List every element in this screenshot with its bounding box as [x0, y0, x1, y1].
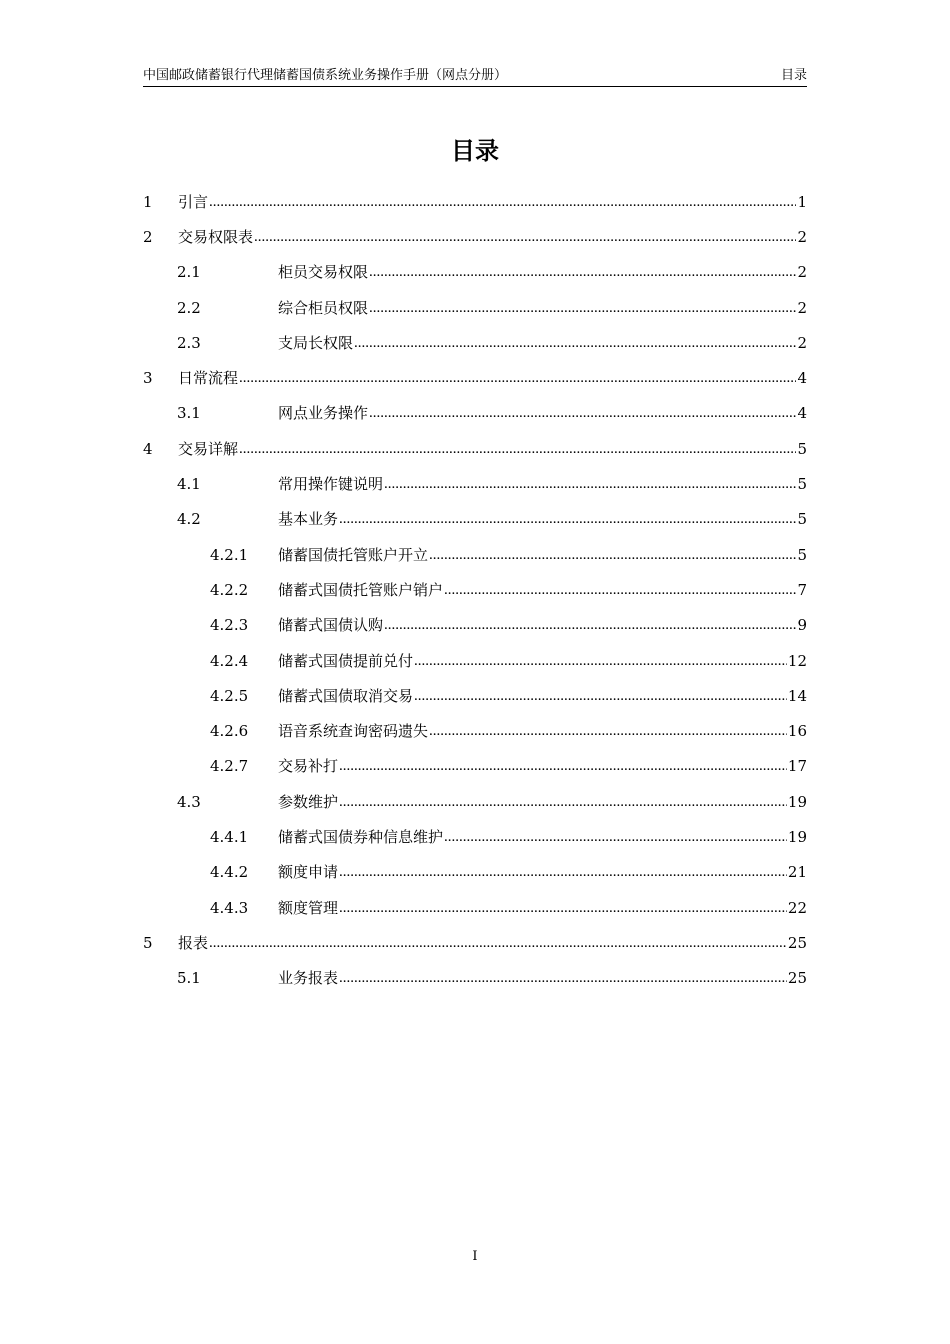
toc-entry-title: 储蓄式国债券种信息维护 [278, 827, 444, 846]
toc-leader-dots [414, 686, 787, 706]
toc-leader-dots [444, 827, 787, 847]
toc-entry-page: 22 [787, 898, 807, 917]
toc-entry-page: 7 [797, 580, 807, 599]
toc-entry-page: 2 [797, 227, 807, 246]
toc-entry-number: 2.1 [177, 263, 201, 282]
toc-entry[interactable] [143, 713, 807, 748]
toc-entry-page: 5 [797, 439, 807, 458]
toc-entry[interactable] [143, 325, 807, 360]
toc-entry[interactable] [143, 290, 807, 325]
toc-entry-page: 4 [797, 404, 807, 423]
toc-leader-dots [339, 898, 787, 918]
toc-entry-page: 4 [797, 369, 807, 388]
toc-entry-page: 19 [787, 827, 807, 846]
toc-entry-title: 支局长权限 [278, 333, 354, 352]
toc-entry-page: 16 [787, 722, 807, 741]
toc-entry[interactable] [143, 643, 807, 678]
toc-entry-number: 5 [143, 933, 153, 952]
toc-entry-number: 2.3 [177, 333, 201, 352]
toc-entry-title: 交易详解 [178, 439, 239, 458]
toc-entry-page: 5 [797, 545, 807, 564]
toc-leader-dots [384, 615, 796, 635]
toc-leader-dots [209, 192, 796, 212]
toc-entry-number: 4.4.1 [210, 827, 249, 846]
table-of-contents [143, 184, 807, 996]
toc-leader-dots [339, 756, 787, 776]
toc-entry-number: 4 [143, 439, 153, 458]
toc-entry-title: 综合柜员权限 [278, 298, 369, 317]
toc-entry-title: 业务报表 [278, 969, 339, 988]
toc-entry-number: 4.2.5 [210, 686, 249, 705]
page-header [143, 66, 807, 87]
toc-entry-title: 储蓄国债托管账户开立 [278, 545, 429, 564]
toc-entry[interactable] [143, 678, 807, 713]
toc-leader-dots [369, 403, 796, 423]
toc-leader-dots [254, 227, 796, 247]
toc-entry-page: 17 [787, 757, 807, 776]
toc-entry-title: 网点业务操作 [278, 404, 369, 423]
toc-leader-dots [339, 509, 796, 529]
toc-entry[interactable] [143, 572, 807, 607]
toc-entry-page: 12 [787, 651, 807, 670]
toc-entry-title: 储蓄式国债认购 [278, 616, 384, 635]
toc-leader-dots [444, 580, 796, 600]
toc-entry-page: 1 [797, 192, 807, 211]
toc-entry[interactable] [143, 925, 807, 960]
toc-entry-number: 4.3 [177, 792, 201, 811]
toc-entry-number: 4.2.7 [210, 757, 249, 776]
toc-entry[interactable] [143, 961, 807, 996]
toc-entry-number: 4.4.2 [210, 863, 249, 882]
header-document-title: 中国邮政储蓄银行代理储蓄国债系统业务操作手册（网点分册） [143, 68, 508, 83]
toc-entry-title: 额度申请 [278, 863, 339, 882]
toc-entry-page: 21 [787, 863, 807, 882]
toc-entry-number: 2 [143, 227, 153, 246]
toc-entry[interactable] [143, 502, 807, 537]
page-number: I [472, 1249, 478, 1264]
toc-leader-dots [429, 721, 787, 741]
toc-entry-page: 25 [787, 933, 807, 952]
toc-entry-title: 基本业务 [278, 510, 339, 529]
toc-entry-number: 1 [143, 192, 153, 211]
toc-entry-title: 储蓄式国债取消交易 [278, 686, 414, 705]
toc-entry[interactable] [143, 890, 807, 925]
toc-leader-dots [354, 333, 796, 353]
toc-entry[interactable] [143, 608, 807, 643]
toc-entry-title: 引言 [178, 192, 209, 211]
toc-entry-page: 25 [787, 969, 807, 988]
toc-entry-number: 4.2.4 [210, 651, 249, 670]
header-section-label: 目录 [780, 68, 807, 83]
toc-entry-title: 额度管理 [278, 898, 339, 917]
toc-entry-page: 9 [797, 616, 807, 635]
toc-entry-title: 常用操作键说明 [278, 475, 384, 494]
toc-entry-title: 储蓄式国债托管账户销户 [278, 580, 444, 599]
toc-leader-dots [369, 262, 796, 282]
toc-entry-page: 5 [797, 510, 807, 529]
toc-entry[interactable] [143, 255, 807, 290]
toc-entry-number: 3 [143, 369, 153, 388]
toc-entry-number: 4.2.3 [210, 616, 249, 635]
toc-entry-title: 柜员交易权限 [278, 263, 369, 282]
toc-leader-dots [384, 474, 796, 494]
toc-entry-number: 4.2.2 [210, 580, 249, 599]
toc-entry[interactable] [143, 184, 807, 219]
toc-entry-page: 14 [787, 686, 807, 705]
toc-entry-title: 交易补打 [278, 757, 339, 776]
toc-entry-number: 4.2 [177, 510, 201, 529]
toc-entry-title: 参数维护 [278, 792, 339, 811]
toc-entry[interactable] [143, 537, 807, 572]
toc-leader-dots [209, 933, 787, 953]
toc-entry[interactable] [143, 466, 807, 501]
toc-entry[interactable] [143, 819, 807, 854]
toc-leader-dots [369, 298, 796, 318]
toc-leader-dots [339, 968, 787, 988]
toc-entry-number: 5.1 [177, 969, 201, 988]
toc-entry-page: 19 [787, 792, 807, 811]
page-title: 目录 [451, 137, 499, 165]
toc-entry-number: 4.1 [177, 475, 201, 494]
toc-entry-page: 2 [797, 298, 807, 317]
toc-leader-dots [239, 439, 796, 459]
toc-entry-title: 储蓄式国债提前兑付 [278, 651, 414, 670]
toc-entry-number: 4.2.1 [210, 545, 249, 564]
toc-entry-number: 2.2 [177, 298, 201, 317]
toc-entry[interactable] [143, 749, 807, 784]
toc-leader-dots [239, 368, 796, 388]
toc-entry-number: 3.1 [177, 404, 201, 423]
toc-entry-number: 4.4.3 [210, 898, 249, 917]
toc-entry-title: 语音系统查询密码遗失 [278, 722, 429, 741]
toc-entry[interactable] [143, 219, 807, 254]
toc-entry-page: 5 [797, 475, 807, 494]
toc-entry-title: 交易权限表 [178, 227, 254, 246]
toc-entry[interactable] [143, 431, 807, 466]
toc-entry-page: 2 [797, 263, 807, 282]
toc-leader-dots [339, 862, 787, 882]
toc-leader-dots [414, 651, 787, 671]
toc-entry-title: 日常流程 [178, 369, 239, 388]
toc-entry[interactable] [143, 855, 807, 890]
toc-leader-dots [429, 545, 796, 565]
toc-entry[interactable] [143, 784, 807, 819]
toc-entry[interactable] [143, 396, 807, 431]
toc-leader-dots [339, 792, 787, 812]
toc-entry-number: 4.2.6 [210, 722, 249, 741]
toc-entry-title: 报表 [178, 933, 209, 952]
toc-entry-page: 2 [797, 333, 807, 352]
toc-entry[interactable] [143, 360, 807, 395]
